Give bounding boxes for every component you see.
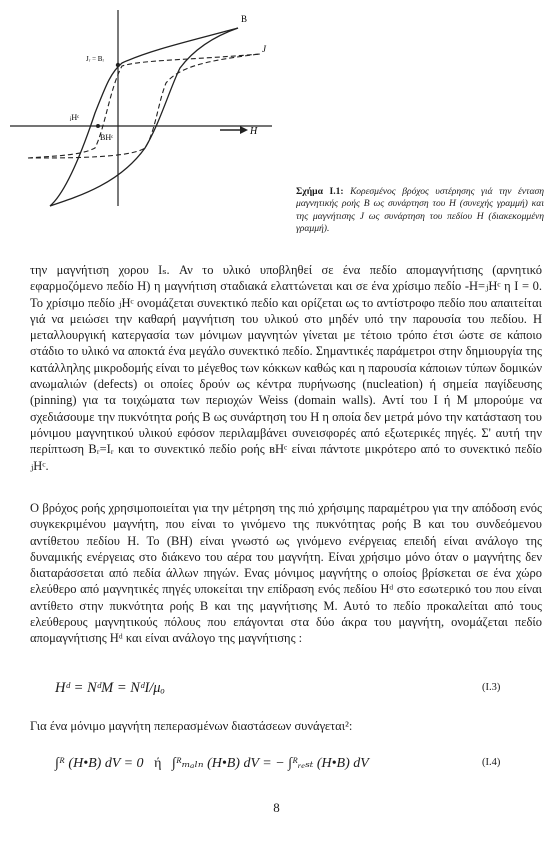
label-bhc: BHᶜ (100, 133, 114, 142)
caption-label: Σχήμα Ι.1: (296, 186, 344, 197)
paragraph-1: την μαγνήτιση χορου Iₛ. Αν το υλικό υποβληθεί σε ένα πεδίο απομαγνήτισης (αρνητικό εφαρμοζόμενο πεδίο Η) η μαγνήτιση σταδιακά ελαττώνεται και σε ένα χρίσιμο πεδίο -H=ⱼHᶜ η I = 0. Το χρίσιμο πεδίο ⱼHᶜ ονομάζεται συνεκτικό πεδίο και ορίζεται ως το αντίστροφο πεδίο που απαιτείται γιά να μειώσει την καθαρή μαγνήτιση του υλικού στο μηδέν υπό την παρουσία του πεδίου. Η μεταλλουργική κατεργασία των μόνιμων μαγνητών γίνεται με τέτοιο τρόπο έτσι ώστε σε κάποιο στάδιο το υλικό να αποκτά ένα μεγάλο συνεκτικό πεδίο. Σημαντικές παράμετροι στην δημιουργία της κατάλληλης μικροδομής είναι το μέγεθος των κόκκων καθώς και η παρουσία κάποιων τύπων δομικών ανωμαλιών (defects) οι οποίες δρούν ως κέντρα πυρήνωσης (nucleation) ή σημεία παγίδευσης (pinning) για τα τοιχώματα των περιοχών Weiss (domain walls). Αντί του I ή M μπορούμε να σχεδιάσουμε την πυκνότητα ροής Β ως συνάρτηση του Η η οποία δεν μετρά μόνο την κατάσταση του μόνιμου μαγνητικού υλικού εφόσον περιλαμβάνει συνεισφορές από εξωτερικές πηγές. Σ' αυτή την περίπτωση Bᵣ=Iᵣ και το συνεκτικό πεδίο ροής ʙHᶜ είναι πάντοτε μικρότερο από το συνεκτικό πεδίο ⱼHᶜ. (30, 263, 542, 473)
page-number: 8 (273, 800, 280, 815)
label-jhc: ⱼHᶜ (70, 113, 80, 122)
figure-caption (296, 186, 544, 235)
paragraph-2: Ο βρόχος ροής χρησιμοποιείται για την μέτρηση της πιό χρήσιμης παραμέτρου για την απόδοση ενός συγκεκριμένου μαγνήτη, που είναι το γινόμενο της πυκνότητας ροής Β και του συνδεόμενου αντίθετου πεδίου Η. Το (ΒΗ) είναι γνωστό ως γινόμενο ενέργειας επειδή είναι ανάλογο της δυναμικής ενέργειας στο διάκενο του αέρα του μαγνήτη. Είναι χρήσιμο μόνο όταν ο μαγνήτης δεν διαταράσσεται από πεδία άλλων πηγών. Ενας μόνιμος μαγνήτης ο οποίος βρίσκεται σε ένα χώρο ελεύθερο από μαγνητικές πηγές υποκείται την επίδραση ενός πεδίου Hᵈ στο εσωτερικό του που είναι αντίθετο στην πυκνότητα ροής Β και της μαγνήτισης Μ. Αυτό το πεδίο προκαλείται από τους ελεύθερους μαγνητικούς πόλους που επάγονται στα δύο άκρα του μαγνήτη, ονομάζεται πεδίο απομαγνήτισης Hᵈ και είναι ανάλογο της μαγνήτισης : (30, 501, 542, 646)
label-J: J (262, 44, 266, 54)
intro-sentence: Για ένα μόνιμο μαγνήτη πεπερασμένων διαστάσεων συνάγεται²: (30, 719, 353, 733)
remanence-point (116, 63, 120, 67)
j-curve-upper (28, 54, 260, 158)
equation-1-number: (I.3) (482, 682, 501, 693)
equation-2-number: (I.4) (482, 757, 501, 768)
equation-1: Hᵈ = NᵈM = NᵈI/μₒ (55, 680, 165, 696)
hysteresis-figure (10, 8, 280, 208)
caption-text: Κορεσμένος βρόχος υστέρησης γιά την ένταση μαγνητικής ροής Β ως συνάρτηση του Η (συνεχής γραμμή) και της μαγνήτισης J ως συνάρτηση του πεδίου Η (διακεκομμένη γραμμή). (296, 186, 545, 234)
bhc-point (96, 124, 100, 128)
equation-2-or: ή (154, 756, 162, 771)
j-curve-lower (28, 54, 260, 158)
hysteresis-diagram (10, 8, 280, 208)
label-B: B (241, 14, 248, 24)
equation-2-part1: ∫ᴿ (H•B) dV = 0 (55, 756, 144, 771)
equation-2-part2: ∫ᴿₘₐₗₙ (H•B) dV = − ∫ᴿᵣₑₛₜ (H•B) dV (171, 756, 369, 771)
label-H: H (250, 126, 258, 137)
h-arrow-head (240, 126, 248, 134)
equation-2 (55, 755, 369, 772)
label-jr-br: Jᵣ = Bᵣ (86, 55, 105, 63)
